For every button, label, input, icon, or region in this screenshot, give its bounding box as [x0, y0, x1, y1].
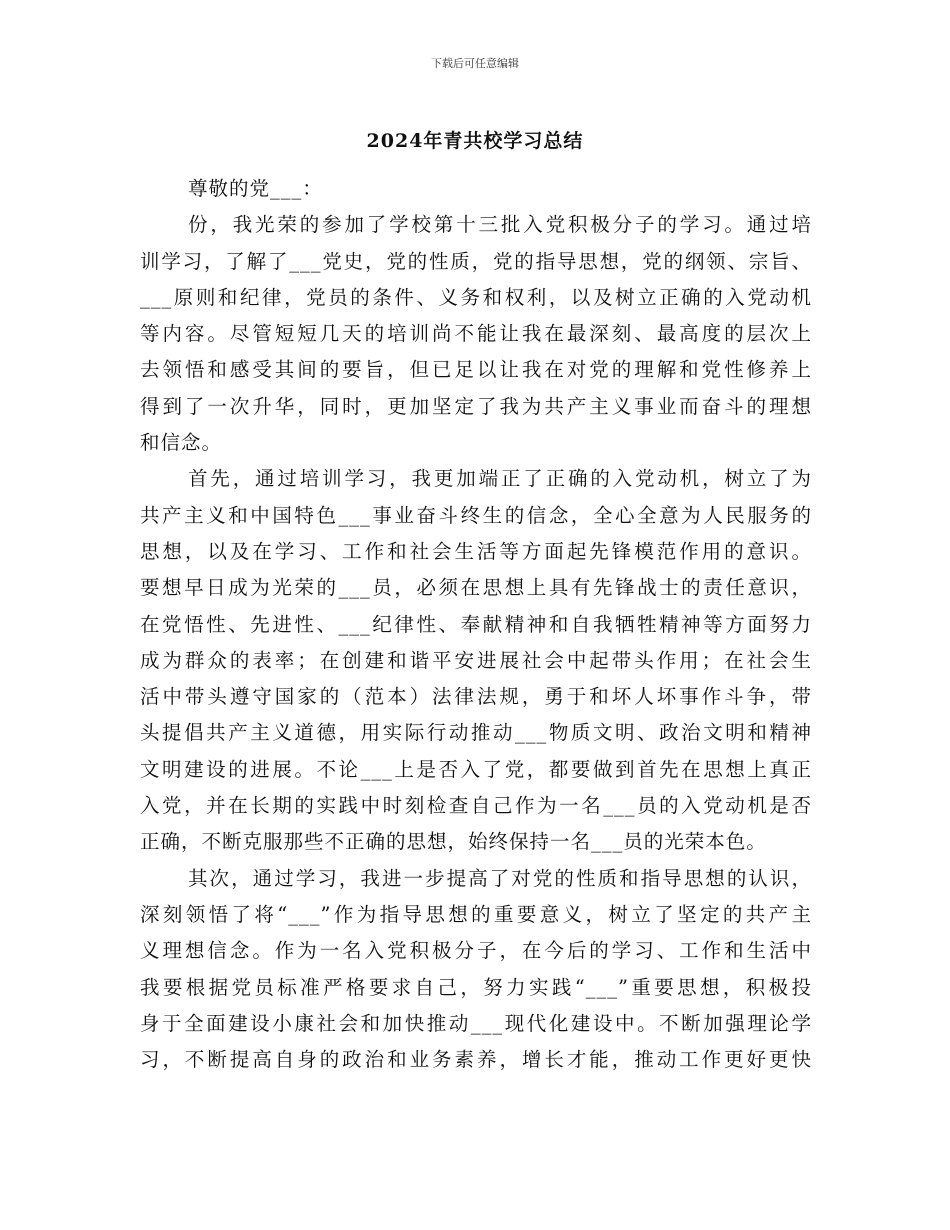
paragraph-line: 在党悟性、先进性、___纪律性、奉献精神和自我牺牲精神等方面努力	[140, 612, 812, 636]
paragraph-line: 和信念。	[140, 431, 223, 455]
paragraph-line: 份，我光荣的参加了学校第十三批入党积极分子的学习。通过培	[188, 213, 812, 237]
paragraph-line: 首先，通过培训学习，我更加端正了正确的入党动机，树立了为	[188, 467, 812, 491]
paragraph-line: 思想，以及在学习、工作和社会生活等方面起先锋模范作用的意识。	[140, 539, 812, 563]
paragraph-line: 我要根据党员标准严格要求自己，努力实践“___”重要思想，积极投	[140, 975, 812, 999]
paragraph-line: 得到了一次升华，同时，更加坚定了我为共产主义事业而奋斗的理想	[140, 394, 812, 418]
paragraph-line: 习，不断提高自身的政治和业务素养，增长才能，推动工作更好更快	[140, 1048, 812, 1072]
header-note: 下载后可任意编辑	[431, 57, 519, 70]
paragraph-line: 共产主义和中国特色___事业奋斗终生的信念，全心全意为人民服务的	[140, 503, 812, 527]
paragraph-line: 义理想信念。作为一名入党积极分子，在今后的学习、工作和生活中	[140, 939, 812, 963]
paragraph-line: 深刻领悟了将“___”作为指导思想的重要意义，树立了坚定的共产主	[140, 902, 812, 926]
paragraph-line: 其次，通过学习，我进一步提高了对党的性质和指导思想的认识，	[188, 866, 812, 890]
paragraph-line: 活中带头遵守国家的（范本）法律法规，勇于和坏人坏事作斗争，带	[140, 685, 812, 709]
paragraph-line: 训学习，了解了___党史，党的性质，党的指导思想，党的纲领、宗旨、	[140, 249, 812, 273]
paragraph-line: 成为群众的表率；在创建和谐平安进展社会中起带头作用；在社会生	[140, 648, 812, 672]
paragraph-line: 等内容。尽管短短几天的培训尚不能让我在最深刻、最高度的层次上	[140, 322, 812, 346]
paragraph-line: 去领悟和感受其间的要旨，但已足以让我在对党的理解和党性修养上	[140, 358, 812, 382]
salutation-line: 尊敬的党___：	[188, 177, 323, 200]
paragraph-line: ___原则和纪律，党员的条件、义务和权利，以及树立正确的入党动机	[140, 285, 812, 309]
paragraph-line: 身于全面建设小康社会和加快推动___现代化建设中。不断加强理论学	[140, 1011, 812, 1035]
paragraph-line: 要想早日成为光荣的___员，必须在思想上具有先锋战士的责任意识，	[140, 576, 812, 600]
paragraph-line: 文明建设的进展。不论___上是否入了党，都要做到首先在思想上真正	[140, 757, 812, 781]
paragraph-line: 正确，不断克服那些不正确的思想，始终保持一名___员的光荣本色。	[140, 830, 767, 854]
paragraph-line: 入党，并在长期的实践中时刻检查自己作为一名___员的入党动机是否	[140, 794, 812, 818]
paragraph-line: 头提倡共产主义道德，用实际行动推动___物质文明、政治文明和精神	[140, 721, 812, 745]
document-title: 2024年青共校学习总结	[366, 130, 584, 152]
document-body	[140, 171, 812, 1078]
